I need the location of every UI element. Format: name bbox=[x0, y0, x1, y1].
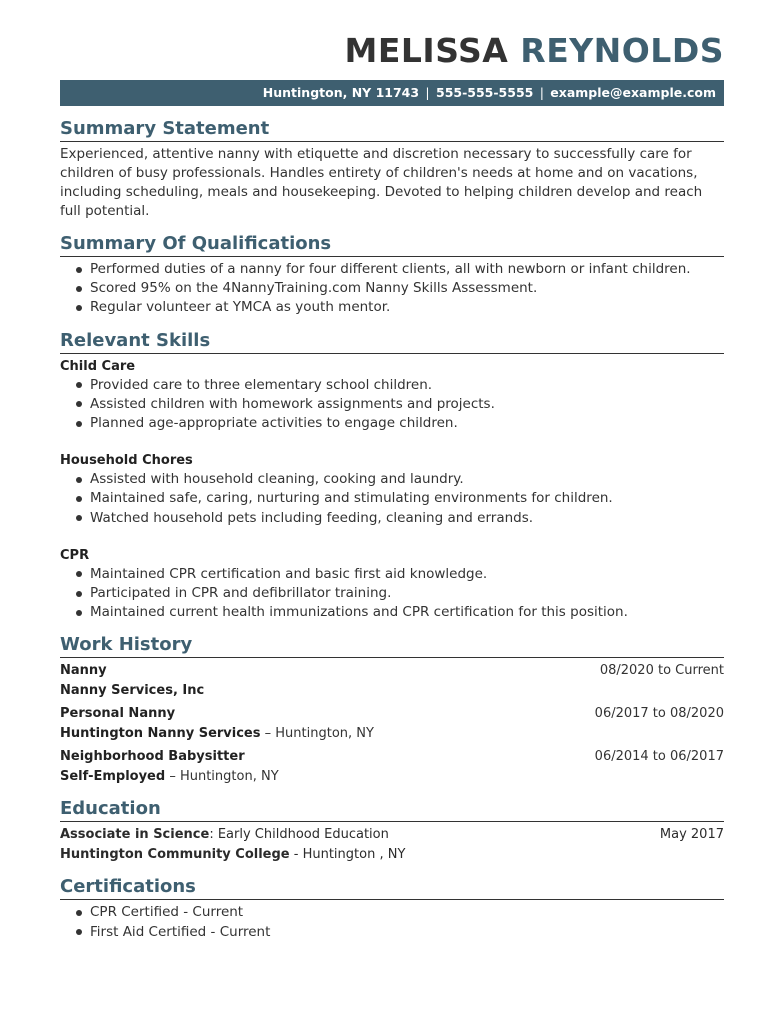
resume-name bbox=[60, 30, 724, 74]
contact-phone: 555-555-5555 bbox=[436, 85, 534, 100]
job-dates: 06/2017 to 08/2020 bbox=[594, 706, 724, 722]
section-title: Certifications bbox=[60, 875, 724, 900]
job-title: Neighborhood Babysitter bbox=[60, 749, 245, 765]
job-company-line bbox=[60, 724, 724, 744]
bullet-icon bbox=[76, 910, 82, 916]
education-school-line bbox=[60, 845, 405, 865]
qualifications-section bbox=[60, 232, 724, 318]
bullet-icon bbox=[76, 610, 82, 616]
list-item: Scored 95% on the 4NannyTraining.com Nanny Skills Assessment. bbox=[76, 279, 724, 298]
list-item: Maintained CPR certification and basic first aid knowledge. bbox=[76, 565, 724, 584]
qualifications-list bbox=[60, 260, 724, 318]
skills-section bbox=[60, 329, 724, 623]
list-item: Watched household pets including feeding, cleaning and errands. bbox=[76, 509, 724, 528]
list-item: First Aid Certified - Current bbox=[76, 923, 724, 942]
job-entry bbox=[60, 704, 724, 743]
skill-group-title: Household Chores bbox=[60, 453, 193, 469]
education-date: May 2017 bbox=[659, 827, 724, 843]
job-dates: 06/2014 to 06/2017 bbox=[594, 749, 724, 765]
contact-location: Huntington, NY 11743 bbox=[262, 85, 420, 100]
work-history-section bbox=[60, 633, 724, 786]
job-entry bbox=[60, 747, 724, 786]
job-dates: 08/2020 to Current bbox=[599, 663, 724, 679]
job-company-line bbox=[60, 767, 724, 787]
list-item: Performed duties of a nanny for four different clients, all with newborn or infant children. bbox=[76, 260, 724, 279]
bullet-icon bbox=[76, 929, 82, 935]
section-title: Summary Of Qualifications bbox=[60, 232, 724, 257]
bullet-icon bbox=[76, 591, 82, 597]
skill-group-child-care bbox=[60, 357, 724, 434]
list-item: Assisted children with homework assignments and projects. bbox=[76, 395, 724, 414]
list-item: Regular volunteer at YMCA as youth mentor. bbox=[76, 298, 724, 317]
skill-group-title: CPR bbox=[60, 547, 90, 563]
education-field: : Early Childhood Education bbox=[209, 827, 389, 843]
list-item: Planned age-appropriate activities to engage children. bbox=[76, 414, 724, 433]
skill-list bbox=[60, 470, 724, 528]
education-degree-line bbox=[60, 825, 389, 845]
bullet-icon bbox=[76, 286, 82, 292]
summary-section bbox=[60, 117, 724, 221]
resume-page bbox=[60, 30, 724, 942]
bullet-icon bbox=[76, 496, 82, 502]
contact-separator: | bbox=[539, 85, 544, 100]
bullet-icon bbox=[76, 305, 82, 311]
section-title: Education bbox=[60, 797, 724, 822]
skill-group-household-chores bbox=[60, 451, 724, 528]
education-degree: Associate in Science bbox=[60, 827, 210, 843]
job-company: Huntington Nanny Services bbox=[60, 725, 261, 741]
last-name: REYNOLDS bbox=[520, 31, 724, 70]
job-company: Nanny Services, Inc bbox=[60, 682, 205, 698]
bullet-icon bbox=[76, 267, 82, 273]
contact-bar bbox=[60, 80, 724, 106]
bullet-icon bbox=[76, 421, 82, 427]
list-item: Maintained safe, caring, nurturing and stimulating environments for children. bbox=[76, 489, 724, 508]
bullet-icon bbox=[76, 515, 82, 521]
skill-list bbox=[60, 376, 724, 434]
list-item: Maintained current health immunizations and CPR certification for this position. bbox=[76, 603, 724, 622]
bullet-icon bbox=[76, 382, 82, 388]
skill-list bbox=[60, 565, 724, 623]
skill-group-cpr bbox=[60, 546, 724, 623]
list-item: Participated in CPR and defibrillator training. bbox=[76, 584, 724, 603]
section-title: Work History bbox=[60, 633, 724, 658]
bullet-icon bbox=[76, 571, 82, 577]
job-title: Nanny bbox=[60, 663, 107, 679]
contact-separator: | bbox=[425, 85, 430, 100]
contact-email: example@example.com bbox=[550, 85, 716, 100]
job-location: – Huntington, NY bbox=[264, 725, 374, 741]
section-title: Summary Statement bbox=[60, 117, 724, 142]
certifications-section bbox=[60, 875, 724, 941]
education-school-location: - Huntington , NY bbox=[289, 846, 406, 862]
job-entry bbox=[60, 661, 724, 700]
list-item: CPR Certified - Current bbox=[76, 903, 724, 922]
education-section bbox=[60, 797, 724, 864]
summary-text: Experienced, attentive nanny with etiquette and discretion necessary to successfully care for children of busy professionals. Handles entirety of children's needs at home and on vacations, including scheduling, meals and housekeeping. Devoted to helping children develop and reach full potential. bbox=[60, 146, 703, 219]
job-title: Personal Nanny bbox=[60, 706, 176, 722]
bullet-icon bbox=[76, 401, 82, 407]
bullet-icon bbox=[76, 477, 82, 483]
job-location: – Huntington, NY bbox=[169, 768, 279, 784]
certifications-list bbox=[60, 903, 724, 941]
job-company: Self-Employed bbox=[60, 768, 166, 784]
first-name: MELISSA bbox=[344, 31, 509, 70]
section-title: Relevant Skills bbox=[60, 329, 724, 354]
list-item: Provided care to three elementary school children. bbox=[76, 376, 724, 395]
skill-group-title: Child Care bbox=[60, 358, 136, 374]
list-item: Assisted with household cleaning, cooking and laundry. bbox=[76, 470, 724, 489]
education-school: Huntington Community College bbox=[60, 846, 290, 862]
job-company-line bbox=[60, 681, 724, 701]
